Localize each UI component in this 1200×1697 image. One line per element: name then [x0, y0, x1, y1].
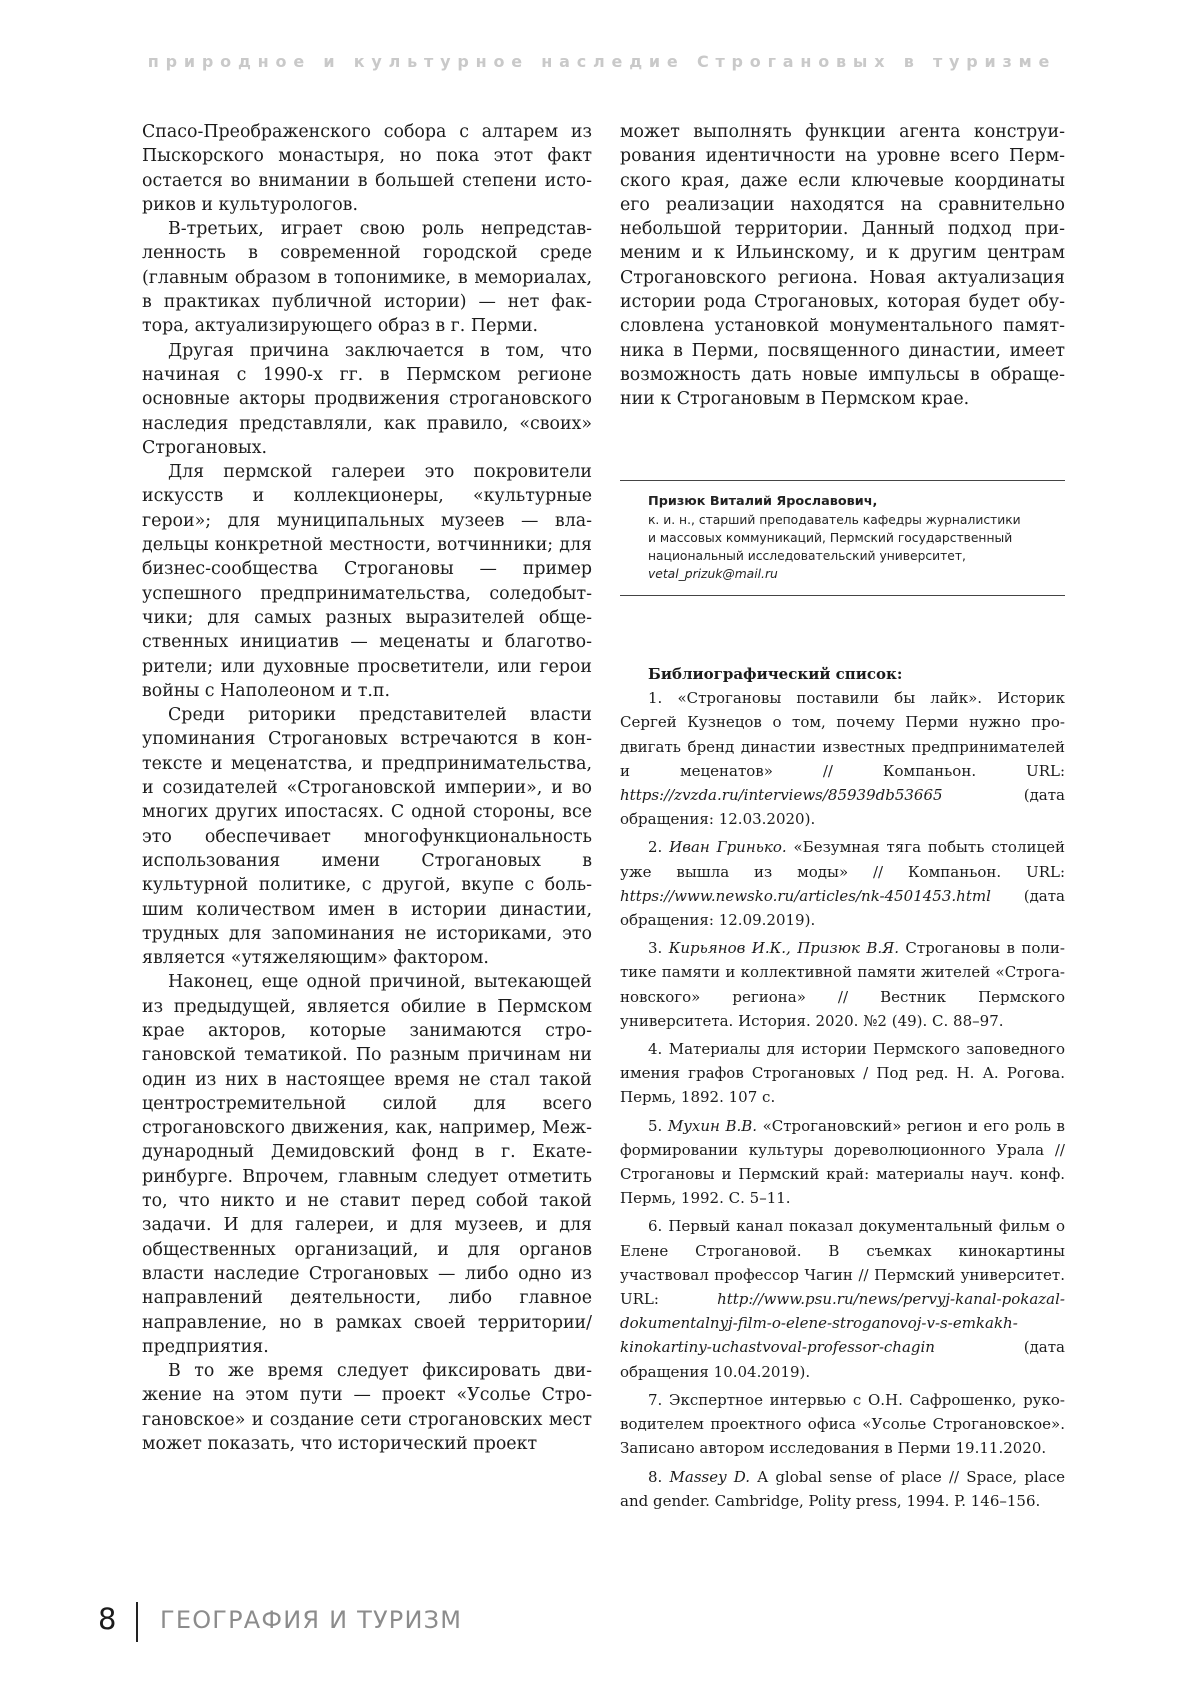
journal-title: ГЕОГРАФИЯ И ТУРИЗМ — [160, 1606, 463, 1634]
bibliography-item: 6. Первый канал показал документальный фильм о Елене Строгановой. В съемках кинокартины участвовал профессор Чагин // Пермский университет. URL: http://www.psu.ru/news/pervyj-kanal-pokazal-dokumentalnyj-film-o-elene-stroganovoj-v-s-emkakh-kinokartiny-uchastvoval-professor-chagin (дата обращения 10.04.2019). — [620, 1217, 1065, 1381]
paragraph: В то же время следует фиксировать движение на этом пути — проект «Усолье Строгановское» и создание сети строгановских мест может показать, что исторический проект — [142, 1361, 592, 1455]
paragraph: Для пермской галереи это покровители искусств и коллекционеры, «культурные герои»; для муниципальных музеев — владельцы конкретной местности, вотчинники; для бизнес-сообщества Строгановы — пример успешного предпринимательства, соледобытчики; для самых разных выразителей общественных инициатив — меценаты и благотворители; или духовные просветители, или герои войны с Наполеоном и т.п. — [142, 462, 592, 701]
paragraph: может выполнять функции агента конструирования идентичности на уровне всего Пермского края, даже если ключевые координаты его реализации находятся на сравнительно небольшой территории. Данный подход применим и к Ильинскому, и к другим центрам Строгановского региона. Новая актуализация истории рода Строгановых, которая будет обусловлена установкой монументального памятника в Перми, посвященного династии, имеет возможность дать новые импульсы в обращении к Строгановым в Пермском крае. — [620, 122, 1065, 410]
running-head: природное и культурное наследие Строгановых в туризме — [147, 52, 1057, 71]
footer-divider — [136, 1602, 138, 1642]
reference-link[interactable]: https://zvzda.ru/interviews/85939db53665 — [620, 786, 943, 805]
author-affiliation-line: национальный исследовательский университет, — [648, 549, 966, 563]
bibliography-item: 4. Материалы для истории Пермского заповедного имения графов Строгановых / Под ред. Н. А. Рогова. Пермь, 1892. 107 с. — [620, 1040, 1065, 1107]
bibliography-item: 7. Экспертное интервью с О.Н. Сафрошенко, руководителем проектного офиса «Усолье Строгановское». Записано автором исследования в Перми 19.11.2020. — [620, 1390, 1065, 1458]
paragraph: Другая причина заключается в том, что начиная с 1990-х гг. в Пермском регионе основные акторы продвижения строгановского наследия представляли, как правило, «своих» Строгановых. — [142, 340, 592, 458]
paragraph: Среди риторики представителей власти упоминания Строгановых встречаются в контексте и меценатства, и предпринимательства, и созидателей «Строгановской империи», и во многих других ипостасях. С одной стороны, все это обеспечивает многофункциональность использования имени Строгановых в культурной политике, с другой, вкупе с большим количеством имен в истории династии, трудных для запоминания не историками, это является «утяжеляющим» фактором. — [142, 705, 592, 969]
author-name: Призюк Виталий Ярославович, — [648, 494, 878, 509]
bibliography-title: Библиографический список: — [648, 665, 903, 683]
author-email[interactable]: vetal_prizuk@mail.ru — [648, 567, 778, 581]
paragraph: Спасо-Преображенского собора с алтарем из Пыскорского монастыря, но пока этот факт остается во внимании в большей степени историков и культурологов. — [142, 122, 592, 215]
bibliography-item: 8. Massey D. A global sense of place // Space, place and gender. Cambridge, Polity press, 1994. P. 146–156. — [620, 1467, 1065, 1510]
page-number: 8 — [98, 1602, 117, 1636]
paragraph: Наконец, еще одной причиной, вытекающей из предыдущей, является обилие в Пермском крае акторов, которые занимаются строгановской тематикой. По разным причинам ни один из них в настоящее время не стал такой центростремительной силой для всего строгановского движения, как, например, Международный Демидовский фонд в г. Екатеринбурге. Впрочем, главным следует отметить то, что никто и не ставит перед собой такой задачи. И для галереи, и для музеев, и для общественных организаций, и для органов власти наследие Строгановых — либо одно из направлений деятельности, либо главное направление, но в рамках своей территории/ предприятия. — [142, 972, 592, 1357]
bibliography-item: 2. Иван Гринько. «Безумная тяга побыть столицей уже вышла из моды» // Компаньон. URL: https://www.newsko.ru/articles/nk-4501453.html (дата обращения: 12.09.2019). — [620, 838, 1065, 930]
reference-link[interactable]: https://www.newsko.ru/articles/nk-4501453.html — [620, 886, 991, 905]
reference-author: Мухин В.В. — [667, 1116, 758, 1135]
author-affiliation-line: и массовых коммуникаций, Пермский государственный — [648, 531, 1013, 545]
bibliography-item: 5. Мухин В.В. «Строгановский» регион и его роль в формировании культуры дореволюционного Урала // Строгановы и Пермский край: материалы науч. конф. Пермь, 1992. С. 5–11. — [620, 1116, 1065, 1208]
reference-author: Кирьянов И.К., Призюк В.Я. — [668, 939, 899, 958]
paragraph: В-третьих, играет свою роль непредставленность в современной городской среде (главным образом в топонимике, в мемориалах, в практиках публичной истории) — нет фактора, актуализирующего образ в г. Перми. — [142, 219, 592, 337]
reference-author: Massey D. — [669, 1467, 751, 1486]
author-affiliation-line: к. и. н., старший преподаватель кафедры журналистики — [648, 513, 1021, 527]
bibliography-item: 3. Кирьянов И.К., Призюк В.Я. Строгановы в политике памяти и коллективной памяти жителей «Строгановского» региона» // Вестник Пермского университета. История. 2020. №2 (49). С. 88–97. — [620, 939, 1065, 1030]
bibliography-item: 1. «Строгановы поставили бы лайк». Историк Сергей Кузнецов о том, почему Перми нужно продвигать бренд династии известных предпринимателей и меценатов» // Компаньон. URL: https://zvzda.ru/interviews/85939db53665 (дата обращения: 12.03.2020). — [620, 689, 1065, 829]
reference-author: Иван Гринько. — [669, 838, 787, 857]
left-column — [142, 120, 592, 1456]
author-info — [620, 480, 1065, 596]
reference-link[interactable]: http://www.psu.ru/news/pervyj-kanal-pokazal-dokumentalnyj-film-o-elene-stroganovoj-v-s-emkakh-kinokartiny-uchastvoval-professor-chagin — [620, 1290, 1065, 1357]
bibliography — [620, 662, 1065, 1517]
right-column — [620, 120, 1065, 412]
